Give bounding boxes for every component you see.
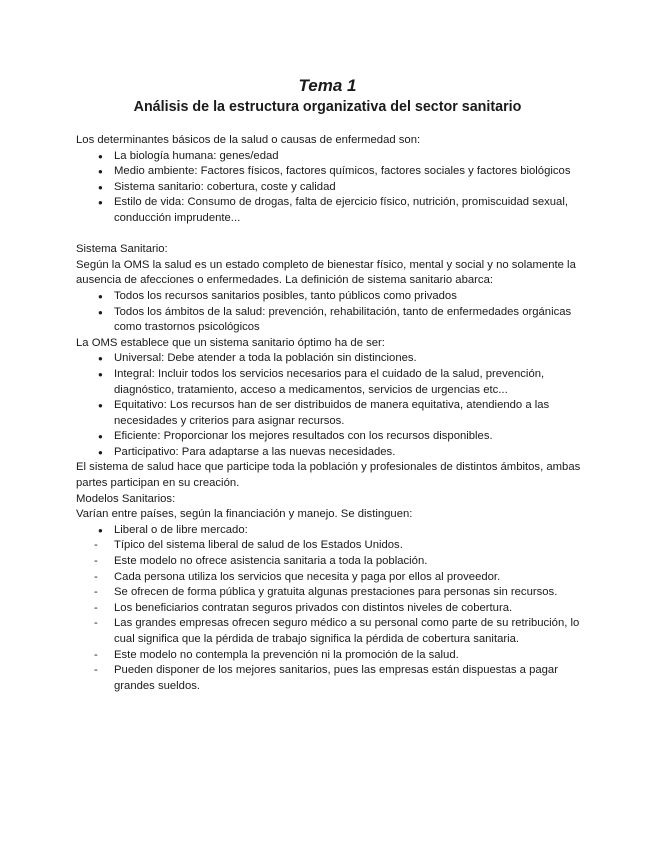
list-item: - Cada persona utiliza los servicios que necesita y paga por ellos al proveedor. bbox=[76, 570, 581, 586]
list-item: - Típico del sistema liberal de salud de los Estados Unidos. bbox=[76, 538, 581, 554]
oms-intro: La OMS establece que un sistema sanitario óptimo ha de ser: bbox=[76, 336, 385, 349]
list-item: - Este modelo no contempla la prevención ni la promoción de la salud. bbox=[76, 648, 581, 664]
spacer bbox=[76, 227, 581, 243]
modelos-list bbox=[76, 523, 581, 695]
list-item: ● Sistema sanitario: cobertura, coste y calidad bbox=[76, 180, 581, 196]
list-item: - Se ofrecen de forma pública y gratuita algunas prestaciones para personas sin recursos. bbox=[76, 585, 581, 601]
determinantes-intro: Los determinantes básicos de la salud o causas de enfermedad son: bbox=[76, 134, 421, 146]
list-item: ● Medio ambiente: Factores físicos, factores químicos, factores sociales y factores biológicos bbox=[76, 164, 581, 180]
determinantes-list bbox=[76, 149, 581, 227]
page-title: Tema 1 bbox=[298, 76, 357, 95]
oms-closing: El sistema de salud hace que participe toda la población y profesionales de distintos ámbitos, ambas partes participan en su creación. bbox=[76, 461, 581, 490]
sistema-definition: Según la OMS la salud es un estado completo de bienestar físico, mental y social y no solamente la ausencia de afecciones o enfermedades. La definición de sistema sanitario abarca: bbox=[76, 258, 576, 287]
page-subtitle: Análisis de la estructura organizativa del sector sanitario bbox=[133, 99, 522, 115]
list-item: - Las grandes empresas ofrecen seguro médico a su personal como parte de su retribución, lo cual significa que la pérdida de trabajo significa la pérdida de cobertura sanitaria. bbox=[76, 616, 581, 647]
list-item: ● Equitativo: Los recursos han de ser distribuidos de manera equitativa, atendiendo a las necesidades y criterios para asignar recursos. bbox=[76, 398, 581, 429]
list-item: ● Estilo de vida: Consumo de drogas, falta de ejercicio físico, nutrición, promiscuidad sexual, conducción imprudente... bbox=[76, 195, 581, 226]
sistema-heading: Sistema Sanitario: bbox=[76, 243, 168, 256]
list-item: ● La biología humana: genes/edad bbox=[76, 149, 581, 165]
list-item: ● Eficiente: Proporcionar los mejores resultados con los recursos disponibles. bbox=[76, 429, 581, 445]
list-item: ● Todos los recursos sanitarios posibles, tanto públicos como privados bbox=[76, 289, 581, 305]
list-item: - Los beneficiarios contratan seguros privados con distintos niveles de cobertura. bbox=[76, 601, 581, 617]
modelos-heading: Modelos Sanitarios: bbox=[76, 492, 176, 505]
list-item: - Pueden disponer de los mejores sanitarios, pues las empresas están dispuestas a pagar grandes sueldos. bbox=[76, 663, 581, 694]
list-item: ● Universal: Debe atender a toda la población sin distinciones. bbox=[76, 351, 581, 367]
sistema-list bbox=[76, 289, 581, 336]
document-body bbox=[76, 133, 581, 694]
list-item: - Este modelo no ofrece asistencia sanitaria a toda la población. bbox=[76, 554, 581, 570]
list-item: ● Integral: Incluir todos los servicios necesarios para el cuidado de la salud, prevención, diagnóstico, tratamiento, acceso a medicamentos, servicios de urgencias etc... bbox=[76, 367, 581, 398]
list-item: ● Liberal o de libre mercado: bbox=[76, 523, 581, 539]
modelos-intro: Varían entre países, según la financiación y manejo. Se distinguen: bbox=[76, 508, 413, 521]
oms-list bbox=[76, 351, 581, 460]
list-item: ● Todos los ámbitos de la salud: prevención, rehabilitación, tanto de enfermedades orgánicas como trastornos psicológicos bbox=[76, 305, 581, 336]
list-item: ● Participativo: Para adaptarse a las nuevas necesidades. bbox=[76, 445, 581, 461]
